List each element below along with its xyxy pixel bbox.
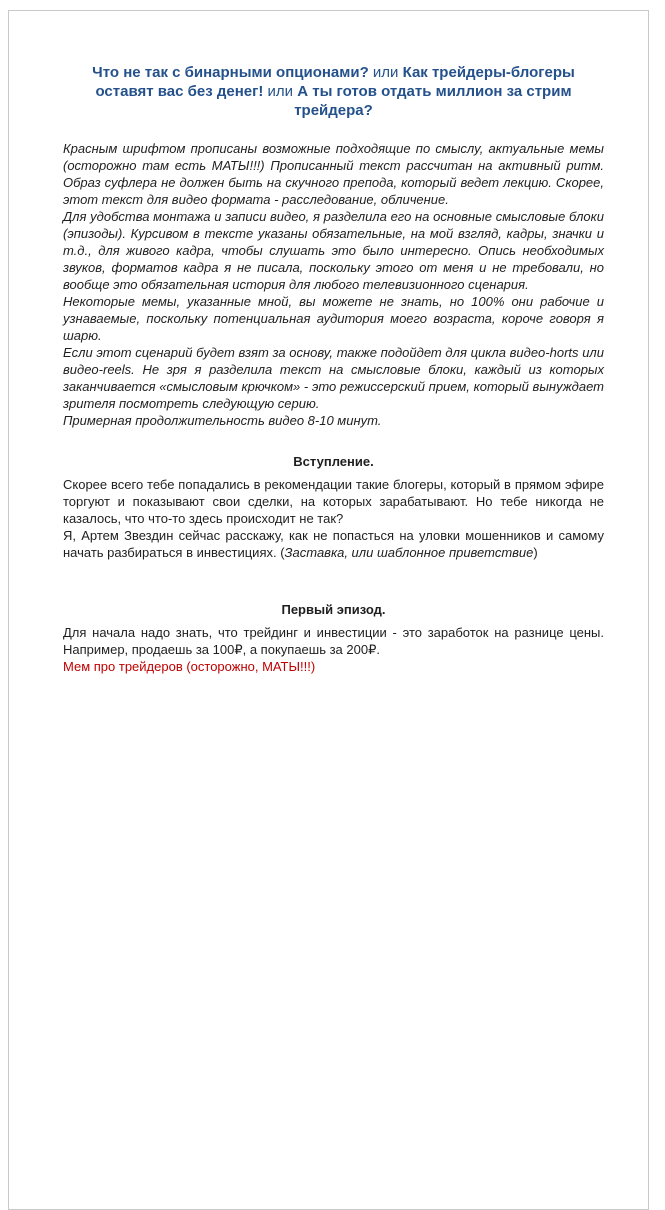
section-episode1 (63, 601, 604, 658)
section-heading-vstuplenie: Вступление. (293, 454, 374, 469)
text-segment: Как трейдеры-блогеры оставят вас без денег! (95, 64, 575, 100)
text-segment: Я, Артем Звездин сейчас расскажу, как не попасться на уловки мошенников и самому начать разбираться в инвестициях. ( (63, 528, 604, 560)
text-segment: или (368, 64, 403, 81)
text-segment: или (263, 83, 298, 100)
paragraph: Красным шрифтом прописаны возможные подходящие по смыслу, актуальные мемы (осторожно там есть МАТЫ!!!) Прописанный текст рассчитан на активный ритм. Образ суфлера не должен быть на скучного препода, который ведет лекцию. Скорее, этот текст для видео формата - расследование, обличение. (63, 141, 604, 207)
paragraph: Для начала надо знать, что трейдинг и инвестиции - это заработок на разнице цены. Например, продаешь за 100₽, а покупаешь за 200₽. (63, 625, 604, 657)
text-segment: Заставка, или шаблонное приветствие (284, 545, 534, 560)
document-page (8, 10, 649, 1210)
paragraph (63, 527, 604, 561)
clipped-red-line: Мем про трейдеров (осторожно, МАТЫ!!!) (63, 659, 316, 674)
text-segment: ) (533, 545, 538, 560)
document-title (63, 63, 604, 120)
section-vstuplenie-paragraphs (63, 476, 604, 561)
section-episode1-paragraphs (63, 624, 604, 658)
paragraph: Примерная продолжительность видео 8-10 минут. (63, 413, 382, 428)
text-segment: Что не так с бинарными опционами? (92, 64, 369, 81)
section-heading-episode1: Первый эпизод. (281, 602, 386, 617)
section-vstuplenie (63, 453, 604, 561)
paragraph: Для удобства монтажа и записи видео, я разделила его на основные смысловые блоки (эпизоды). Курсивом в тексте указаны обязательные, на мой взгляд, кадры, значки и т.д., для живого кадра, чтобы слушать это было интересно. Опись необходимых звуков, форматов кадра я не писала, поскольку этого от меня и не требовали, но вообще это обязательная история для любого телевизионного сценария. (63, 209, 604, 292)
text-segment: А ты готов отдать миллион за стрим трейдера? (294, 83, 572, 119)
intro-paragraphs (63, 140, 604, 429)
paragraph: Скорее всего тебе попадались в рекомендации такие блогеры, который в прямом эфире торгуют и показывают свои сделки, на которых зарабатывают. Но тебе никогда не казалось, что что-то здесь происходит не так? (63, 477, 604, 526)
paragraph: Если этот сценарий будет взят за основу, также подойдет для цикла видео-horts или видео-reels. Не зря я разделила текст на смысловые блоки, каждый из которых заканчивается «смысловым крючком» - это режиссерский прием, который вынуждает зрителя посмотреть следующую серию. (63, 345, 604, 411)
page-content (9, 11, 648, 675)
paragraph: Некоторые мемы, указанные мной, вы можете не знать, но 100% они рабочие и узнаваемые, поскольку потенциальная аудитория моего возраста, короче говоря я шарю. (63, 294, 604, 343)
